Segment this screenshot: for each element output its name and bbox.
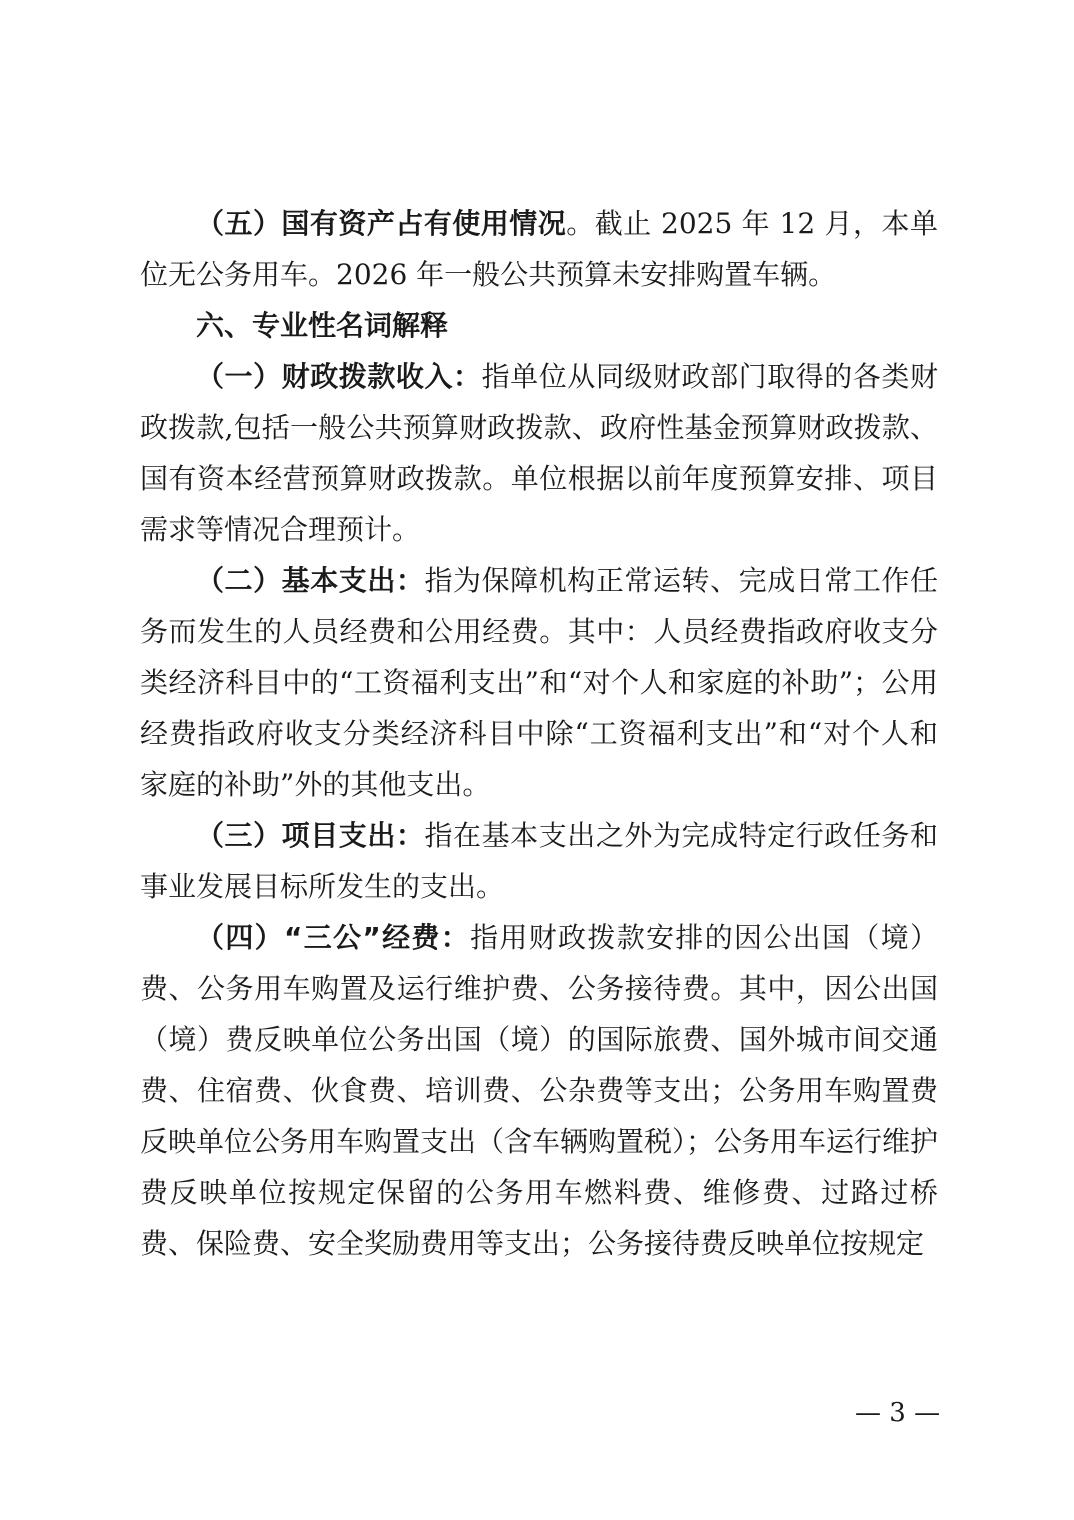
definition-text: 指单位从同级财政部门取得的各类财政拨款,包括一般公共预算财政拨款、政府性基金预算财政拨款、国有资本经营预算财政拨款。单位根据以前年度预算安排、项目需求等情况合理预计。 — [140, 360, 938, 546]
definition-text: 指在基本支出之外为完成特定行政任务和事业发展目标所发生的支出。 — [140, 819, 938, 903]
definition-text: 指用财政拨款安排的因公出国（境）费、公务用车购置及运行维护费、公务接待费。其中，因公出国（境）费反映单位公务出国（境）的国际旅费、国外城市间交通费、住宿费、伙食费、培训费、公杂费等支出；公务用车购置费反映单位公务用车购置支出（含车辆购置税）；公务用车运行维护费反映单位按规定保留的公务用车燃料费、维修费、过路过桥费、保险费、安全奖励费用等支出；公务接待费反映单位按规定 — [140, 921, 939, 1260]
page-number: — 3 — — [855, 1398, 941, 1428]
definition-term: （一）财政拨款收入： — [196, 360, 482, 393]
definition-paragraph — [140, 810, 938, 912]
definition-paragraph — [140, 555, 938, 810]
definition-term: （三）项目支出： — [196, 819, 425, 852]
paragraph-text: 。截止 2025 年 12 月，本单位无公务用车。2026 年一般公共预算未安排购置车辆。 — [140, 207, 938, 291]
document-body — [140, 198, 938, 1269]
definition-text: 指为保障机构正常运转、完成日常工作任务而发生的人员经费和公用经费。其中：人员经费指政府收支分类经济科目中的“工资福利支出”和“对个人和家庭的补助”；公用经费指政府收支分类经济科目中除“工资福利支出”和“对个人和家庭的补助”外的其他支出。 — [140, 564, 938, 801]
definition-term: （二）基本支出： — [196, 564, 425, 597]
paragraph-term: （五）国有资产占有使用情况 — [196, 207, 567, 240]
definition-paragraph — [140, 351, 938, 555]
section-heading: 六、专业性名词解释 — [196, 309, 449, 342]
paragraph-state-assets — [140, 198, 938, 300]
definition-paragraph — [140, 912, 938, 1269]
definition-term: （四）“三公”经费： — [196, 921, 471, 954]
